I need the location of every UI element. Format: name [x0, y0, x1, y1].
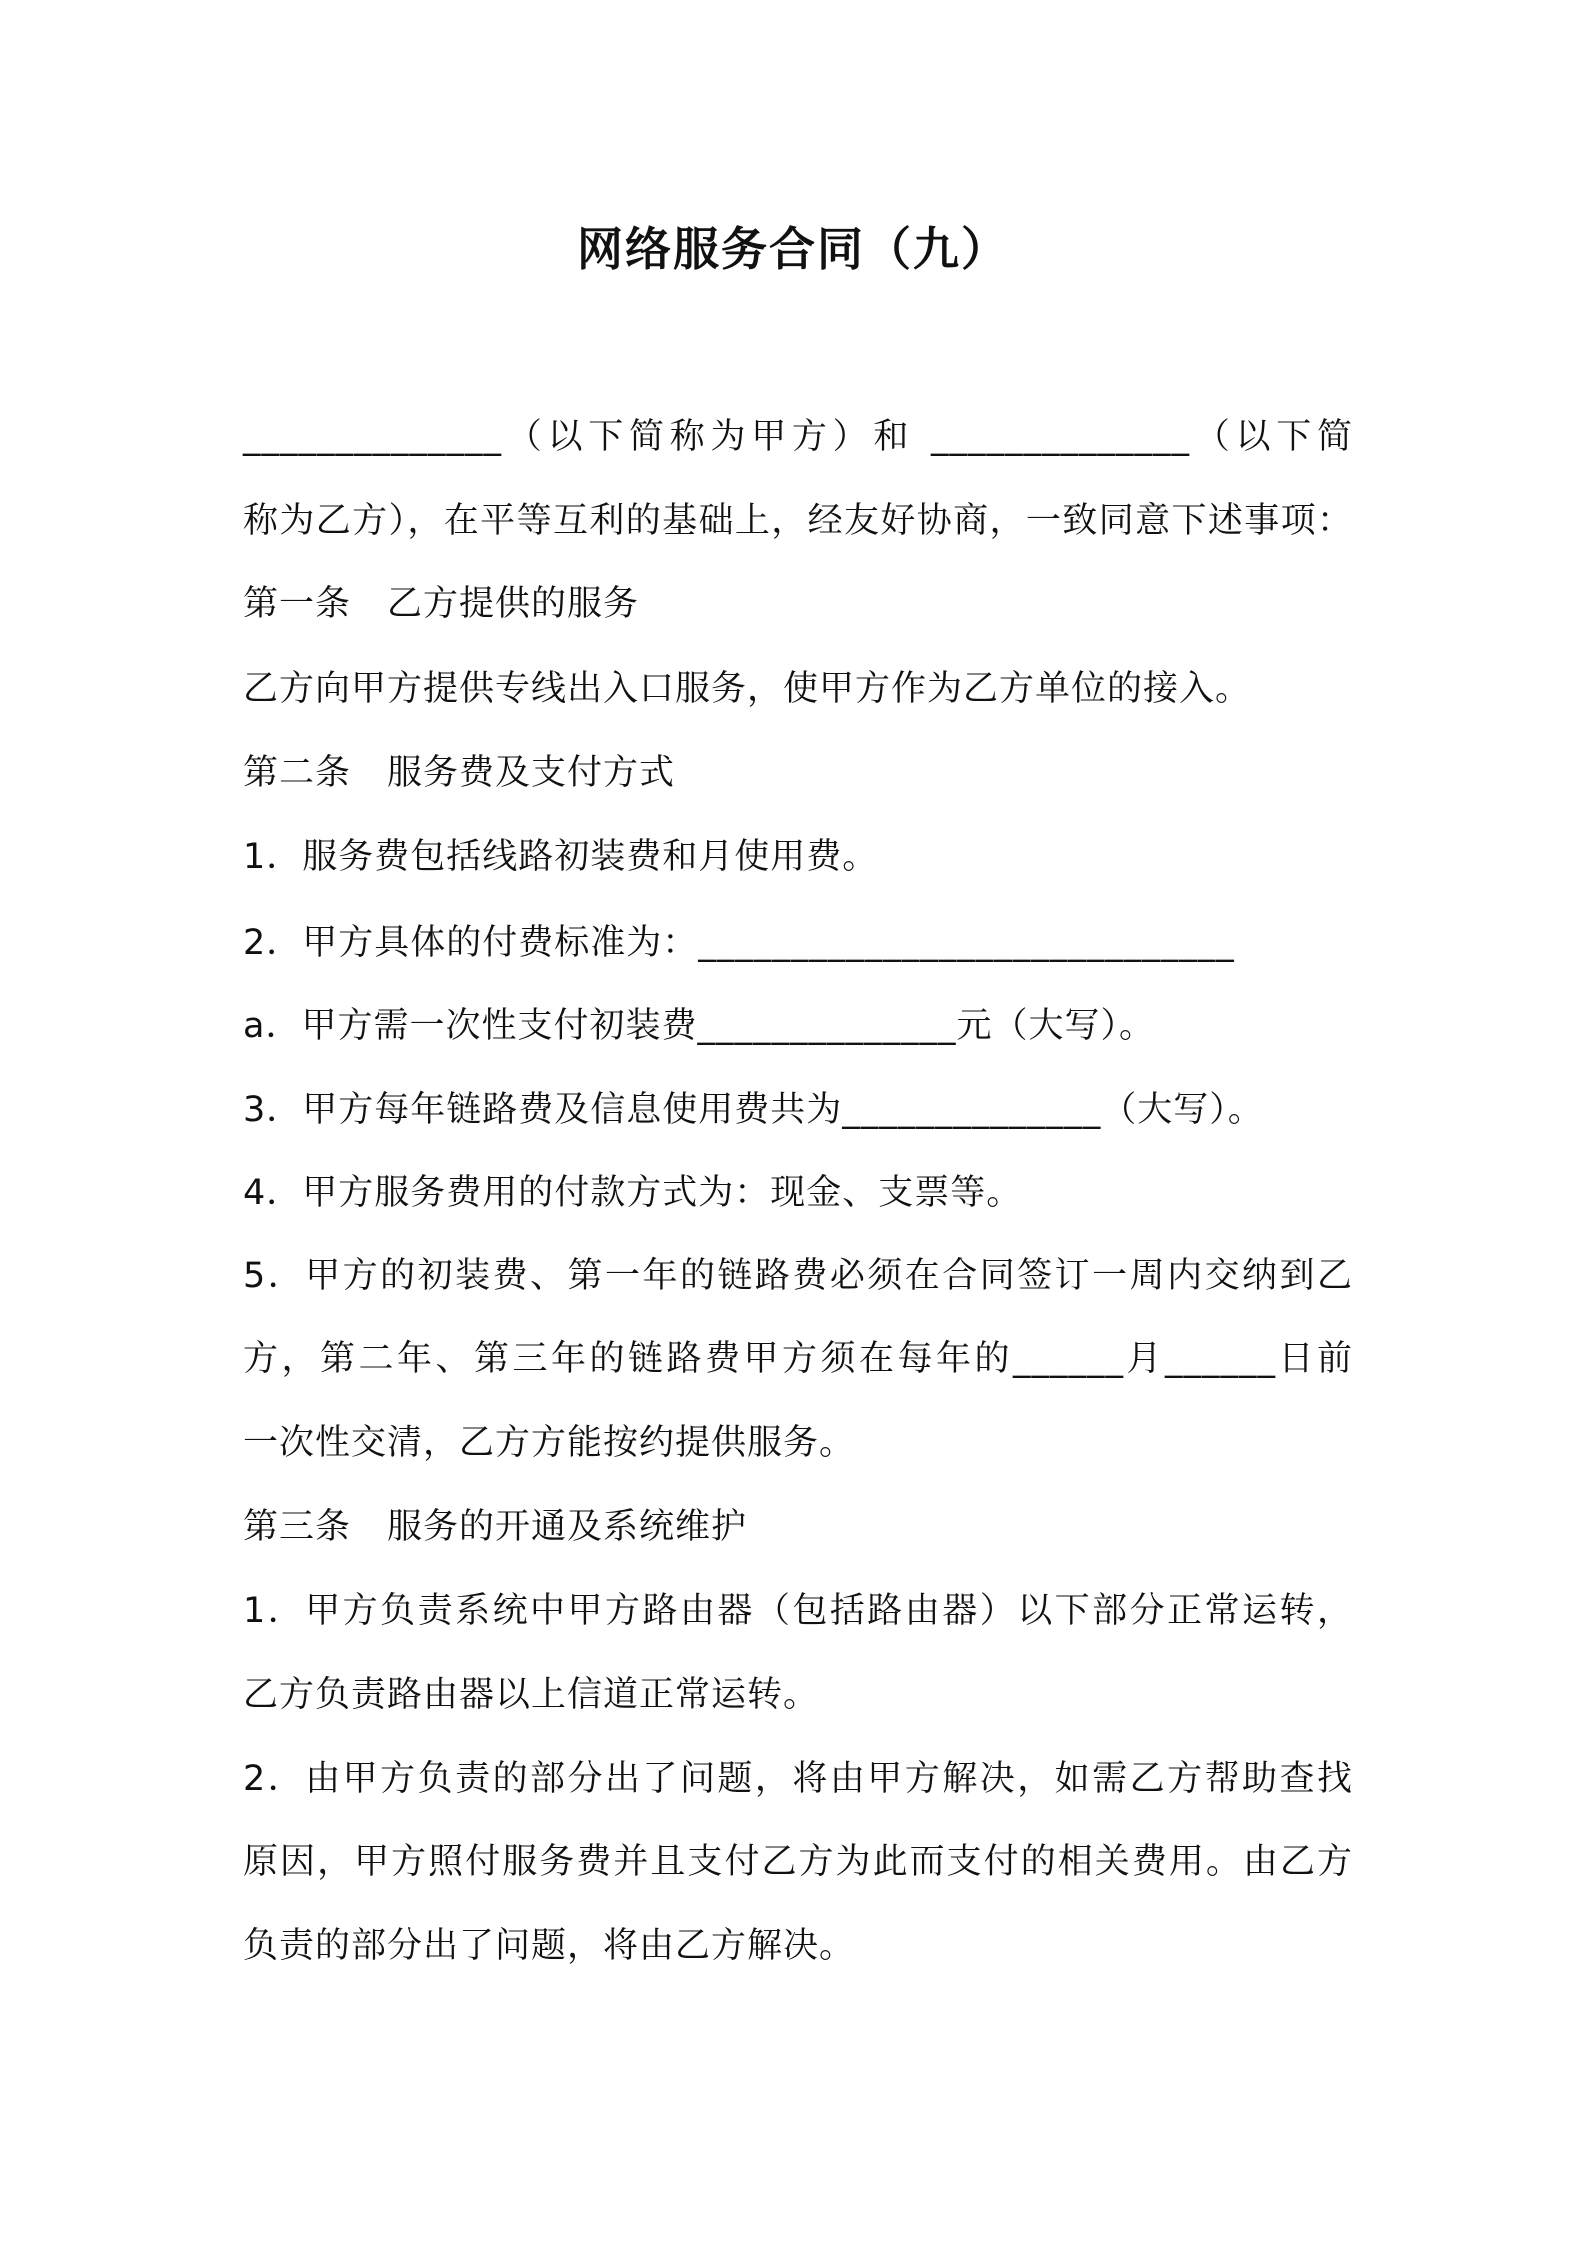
article-heading: 第二条 服务费及支付方式	[243, 753, 676, 793]
clause-line: 2．甲方具体的付费标准为：_____________________________	[243, 923, 1235, 963]
clause-line: 乙方负责路由器以上信道正常运转。	[243, 1675, 820, 1715]
clause-line: 2．由甲方负责的部分出了问题，将由甲方解决，如需乙方帮助查找	[243, 1759, 1353, 1799]
paragraph-line: 称为乙方），在平等互利的基础上，经友好协商，一致同意下述事项：	[243, 501, 1353, 541]
clause-line: 原因，甲方照付服务费并且支付乙方为此而支付的相关费用。由乙方	[243, 1842, 1353, 1882]
paragraph-line: 乙方向甲方提供专线出入口服务，使甲方作为乙方单位的接入。	[243, 669, 1252, 709]
clause-line: 1．服务费包括线路初装费和月使用费。	[243, 837, 879, 877]
clause-line: a．甲方需一次性支付初装费______________元（大写）。	[243, 1006, 1155, 1046]
document-title: 网络服务合同（九）	[577, 222, 1009, 276]
article-heading: 第一条 乙方提供的服务	[243, 584, 640, 624]
clause-line: 4．甲方服务费用的付款方式为：现金、支票等。	[243, 1173, 1023, 1213]
article-heading: 第三条 服务的开通及系统维护	[243, 1507, 748, 1547]
clause-line: 1．甲方负责系统中甲方路由器（包括路由器）以下部分正常运转，	[243, 1591, 1353, 1631]
paragraph-line: ______________（以下简称为甲方）和 ______________（以下简	[243, 417, 1353, 457]
clause-line: 3．甲方每年链路费及信息使用费共为______________（大写）。	[243, 1090, 1264, 1130]
clause-line: 负责的部分出了问题，将由乙方解决。	[243, 1926, 856, 1966]
clause-line: 方，第二年、第三年的链路费甲方须在每年的______月______日前	[243, 1339, 1353, 1379]
clause-line: 一次性交清，乙方方能按约提供服务。	[243, 1423, 856, 1463]
clause-line: 5．甲方的初装费、第一年的链路费必须在合同签订一周内交纳到乙	[243, 1256, 1353, 1296]
